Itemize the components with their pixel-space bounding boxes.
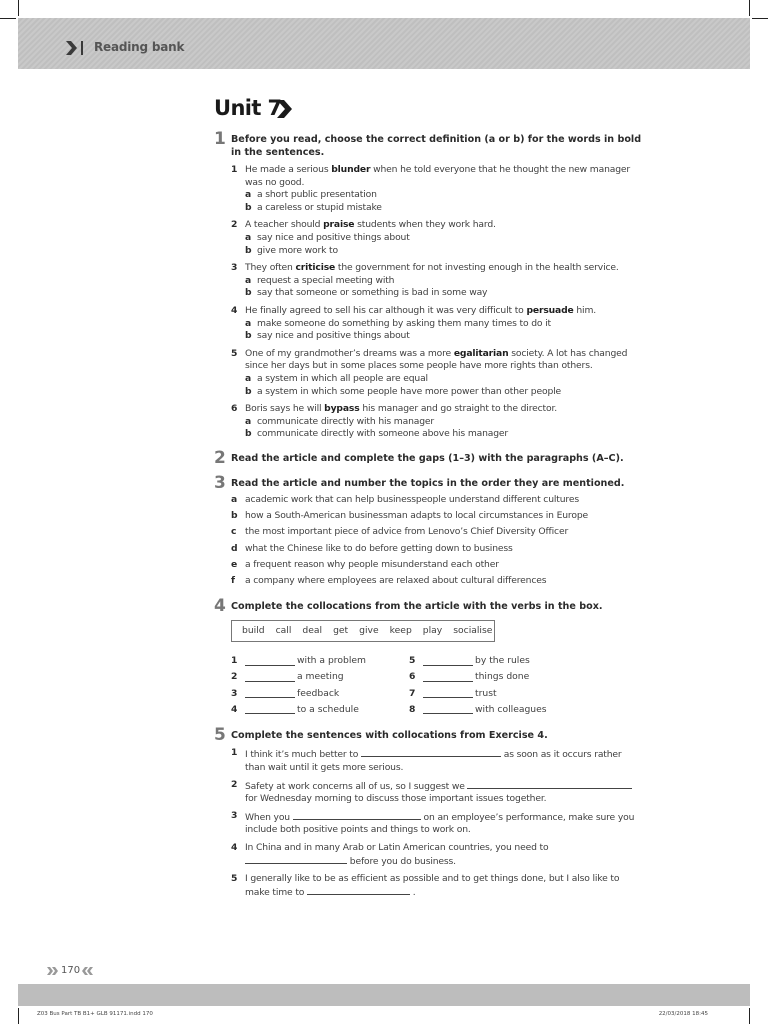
option-letter: b [245, 244, 252, 256]
option-text: a short public presentation [257, 189, 377, 201]
box-word: socialise [453, 625, 493, 637]
chevron-right-icon [47, 966, 59, 976]
box-word: deal [302, 625, 323, 637]
answer-gap [423, 672, 473, 682]
option-letter: a [245, 372, 252, 384]
sentence-text: I think it’s much better to [245, 749, 362, 761]
question-item [231, 164, 644, 214]
list-item [231, 557, 644, 573]
option-text: make someone do something by asking them many times to do it [257, 317, 552, 329]
option-a [245, 416, 644, 429]
box-word: give [359, 625, 379, 637]
sentence-text: as soon as it occurs rather than wait until it gets more serious. [245, 749, 622, 773]
collocation-text: by the rules [475, 655, 530, 667]
option-text: a system in which some people have more power than other people [257, 385, 562, 397]
item-text: the most important piece of advice from Lenovo’s Chief Diversity Officer [245, 526, 569, 538]
sentence-item [231, 810, 644, 836]
chevron-right-icon [275, 99, 293, 119]
list-item [231, 524, 644, 540]
answer-gap [423, 704, 473, 714]
answer-gap [245, 688, 295, 698]
sentence-body [245, 810, 644, 836]
answer-gap [307, 885, 410, 895]
exercise-3 [214, 472, 644, 590]
exercise-number: 4 [214, 595, 226, 616]
option-letter: a [245, 231, 252, 243]
list-item [231, 541, 644, 557]
bold-word: persuade [526, 304, 574, 316]
collocation-text: things done [475, 671, 530, 683]
sentence-text: Safety at work concerns all of us, so I suggest we [245, 780, 468, 792]
collocation-grid [231, 653, 644, 718]
item-letter: f [231, 575, 235, 587]
option-text: give more work to [257, 244, 338, 256]
stem-text: students when they work hard. [354, 219, 496, 231]
footer-band [18, 984, 750, 1006]
question-stem [245, 262, 644, 275]
bold-word: praise [323, 219, 355, 231]
collocation-item [231, 685, 409, 701]
stem-text: He finally agreed to sell his car although it was very difficult to [245, 304, 527, 316]
print-slug: Z03 Bus Part TB B1+ GLB 91171.indd 170 [37, 1011, 153, 1017]
item-number: 6 [409, 671, 416, 683]
item-text: a company where employees are relaxed about cultural differences [245, 575, 547, 587]
box-word: keep [389, 625, 412, 637]
sentence-item [231, 747, 644, 773]
option-b [245, 428, 644, 441]
bold-word: blunder [331, 164, 371, 175]
sentence-text: In China and in many Arab or Latin American countries, you need to [245, 841, 549, 853]
stem-text: society. A lot has changed since her days but in some places some people have more rights than others. [245, 347, 628, 372]
crop-mark [18, 1008, 19, 1024]
sentence-text: . [410, 887, 416, 899]
exercise-number: 5 [214, 725, 226, 746]
exercise-instruction: Complete the collocations from the article with the verbs in the box. [231, 600, 603, 612]
stem-text: him. [573, 304, 597, 316]
option-a [245, 232, 644, 245]
answer-gap [423, 688, 473, 698]
question-number: 3 [231, 262, 238, 274]
option-letter: b [245, 428, 252, 440]
stem-text: the government for not investing enough in the health service. [335, 262, 619, 274]
sentence-list [231, 747, 644, 899]
crop-mark [0, 18, 16, 19]
list-item [231, 573, 644, 589]
page-number-group [47, 965, 94, 976]
option-a [245, 189, 644, 202]
option-text: a system in which all people are equal [257, 372, 428, 384]
print-date: 22/03/2018 18:45 [658, 1011, 708, 1017]
option-letter: b [245, 385, 252, 397]
question-stem [245, 219, 644, 232]
crop-mark [749, 1008, 750, 1024]
collocation-text: with colleagues [475, 703, 547, 715]
sentence-item [231, 779, 644, 805]
box-word: build [242, 625, 265, 637]
option-letter: a [245, 415, 252, 427]
answer-gap [245, 672, 295, 682]
stem-text: A teacher should [245, 219, 324, 231]
exercise-number: 1 [214, 129, 226, 149]
box-word: call [275, 625, 292, 637]
crop-mark [749, 0, 750, 16]
option-letter: b [245, 201, 252, 213]
exercise-2 [214, 447, 644, 468]
exercise-instruction: Read the article and number the topics in the order they are mentioned. [231, 477, 625, 489]
box-word: get [333, 625, 349, 637]
sentence-number: 3 [231, 810, 238, 822]
topic-list [231, 492, 644, 590]
question-stem [245, 403, 644, 416]
stem-text: Boris says he will [245, 403, 325, 415]
item-number: 8 [409, 703, 416, 715]
sentence-body [245, 873, 644, 899]
exercise-1 [214, 129, 644, 441]
question-item [231, 262, 644, 300]
stem-text: He made a serious [245, 164, 332, 175]
question-item [231, 219, 644, 257]
option-letter: a [245, 317, 252, 329]
question-number: 1 [231, 164, 238, 175]
question-item [231, 305, 644, 343]
sentence-item [231, 842, 644, 868]
option-text: request a special meeting with [257, 274, 395, 286]
collocation-text: trust [475, 687, 497, 699]
item-letter: c [231, 526, 237, 538]
item-number: 2 [231, 671, 238, 683]
item-number: 3 [231, 687, 238, 699]
exercise-instruction: Read the article and complete the gaps (1–3) with the paragraphs (A–C). [231, 452, 624, 464]
exercise-4 [214, 595, 644, 718]
sentence-body [245, 842, 644, 868]
stem-text: One of my grandmother’s dreams was a more [245, 347, 454, 359]
page-number: 170 [61, 965, 81, 976]
exercise-number: 2 [214, 447, 226, 468]
item-text: how a South-American businessman adapts to local circumstances in Europe [245, 510, 589, 522]
question-number: 6 [231, 403, 238, 415]
option-text: say that someone or something is bad in some way [257, 287, 488, 299]
answer-gap [361, 747, 501, 757]
option-text: a careless or stupid mistake [257, 201, 382, 213]
question-stem [245, 305, 644, 318]
item-text: academic work that can help businesspeople understand different cultures [245, 493, 579, 505]
question-stem [245, 348, 644, 373]
option-text: say nice and positive things about [257, 330, 410, 342]
item-letter: d [231, 542, 238, 554]
bold-word: egalitarian [453, 347, 509, 359]
exercise-instruction: Complete the sentences with collocations from Exercise 4. [231, 730, 548, 742]
sentence-text: before you do business. [347, 855, 456, 867]
question-number: 2 [231, 219, 238, 231]
option-text: communicate directly with someone above his manager [257, 428, 509, 440]
item-number: 7 [409, 687, 416, 699]
question-item [231, 403, 644, 441]
chevron-right-icon [66, 39, 90, 57]
bold-word: bypass [324, 403, 360, 415]
stem-text: when he told everyone that he thought the new manager was no good. [245, 164, 631, 188]
question-list [231, 164, 644, 441]
crop-mark [752, 18, 768, 19]
item-letter: a [231, 493, 238, 505]
list-item [231, 492, 644, 508]
option-a [245, 318, 644, 331]
answer-gap [245, 656, 295, 666]
question-number: 5 [231, 347, 238, 359]
sentence-number: 5 [231, 873, 238, 885]
sentence-text: on an employee’s performance, make sure you include both positive points and things to work on. [245, 812, 635, 836]
option-letter: b [245, 330, 252, 342]
page-title: Unit 7 [214, 96, 282, 120]
word-box [231, 620, 495, 642]
option-letter: a [245, 274, 252, 286]
collocation-item [409, 701, 587, 717]
answer-gap [245, 704, 295, 714]
list-item [231, 508, 644, 524]
section-label: Reading bank [94, 40, 185, 54]
stem-text: his manager and go straight to the director. [359, 403, 558, 415]
exercise-5 [214, 725, 644, 899]
bold-word: criticise [295, 262, 336, 274]
collocation-item [231, 701, 409, 717]
item-letter: e [231, 559, 238, 571]
exercise-content [214, 129, 644, 899]
option-a [245, 275, 644, 288]
item-number: 5 [409, 655, 416, 667]
option-a [245, 373, 644, 386]
chevron-left-icon [82, 966, 94, 976]
answer-gap [467, 779, 632, 789]
option-b [245, 330, 644, 343]
collocation-text: a meeting [297, 671, 344, 683]
sentence-text: for Wednesday morning to discuss those important issues together. [245, 793, 547, 805]
item-letter: b [231, 510, 238, 522]
stem-text: They often [245, 262, 296, 274]
option-letter: b [245, 287, 252, 299]
sentence-number: 4 [231, 841, 238, 853]
sentence-text: When you [245, 812, 293, 824]
sentence-number: 1 [231, 747, 238, 759]
collocation-item [231, 653, 409, 669]
collocation-item [409, 685, 587, 701]
option-text: communicate directly with his manager [257, 415, 435, 427]
option-b [245, 386, 644, 399]
question-number: 4 [231, 304, 238, 316]
option-b [245, 245, 644, 258]
question-item [231, 348, 644, 398]
sentence-text: I generally like to be as efficient as possible and to get things done, but I also like to make time to [245, 873, 620, 899]
collocation-text: to a schedule [297, 703, 359, 715]
answer-gap [293, 810, 421, 820]
collocation-text: feedback [297, 687, 340, 699]
collocation-item [409, 669, 587, 685]
collocation-text: with a problem [297, 655, 366, 667]
option-b [245, 202, 644, 215]
item-text: what the Chinese like to do before getting down to business [245, 542, 513, 554]
sentence-body [245, 779, 644, 805]
option-b [245, 287, 644, 300]
exercise-number: 3 [214, 472, 226, 493]
collocation-item [231, 669, 409, 685]
item-number: 4 [231, 703, 238, 715]
option-text: say nice and positive things about [257, 231, 410, 243]
option-letter: a [245, 189, 252, 201]
box-word: play [422, 625, 443, 637]
item-number: 1 [231, 655, 238, 667]
item-text: a frequent reason why people misunderstand each other [245, 559, 499, 571]
exercise-instruction: Before you read, choose the correct definition (a or b) for the words in bold in the sentences. [231, 134, 642, 158]
collocation-item [409, 653, 587, 669]
sentence-number: 2 [231, 778, 238, 790]
question-stem [245, 164, 644, 189]
sentence-item [231, 873, 644, 899]
answer-gap [245, 854, 347, 864]
answer-gap [423, 656, 473, 666]
sentence-body [245, 747, 644, 773]
crop-mark [18, 0, 19, 16]
